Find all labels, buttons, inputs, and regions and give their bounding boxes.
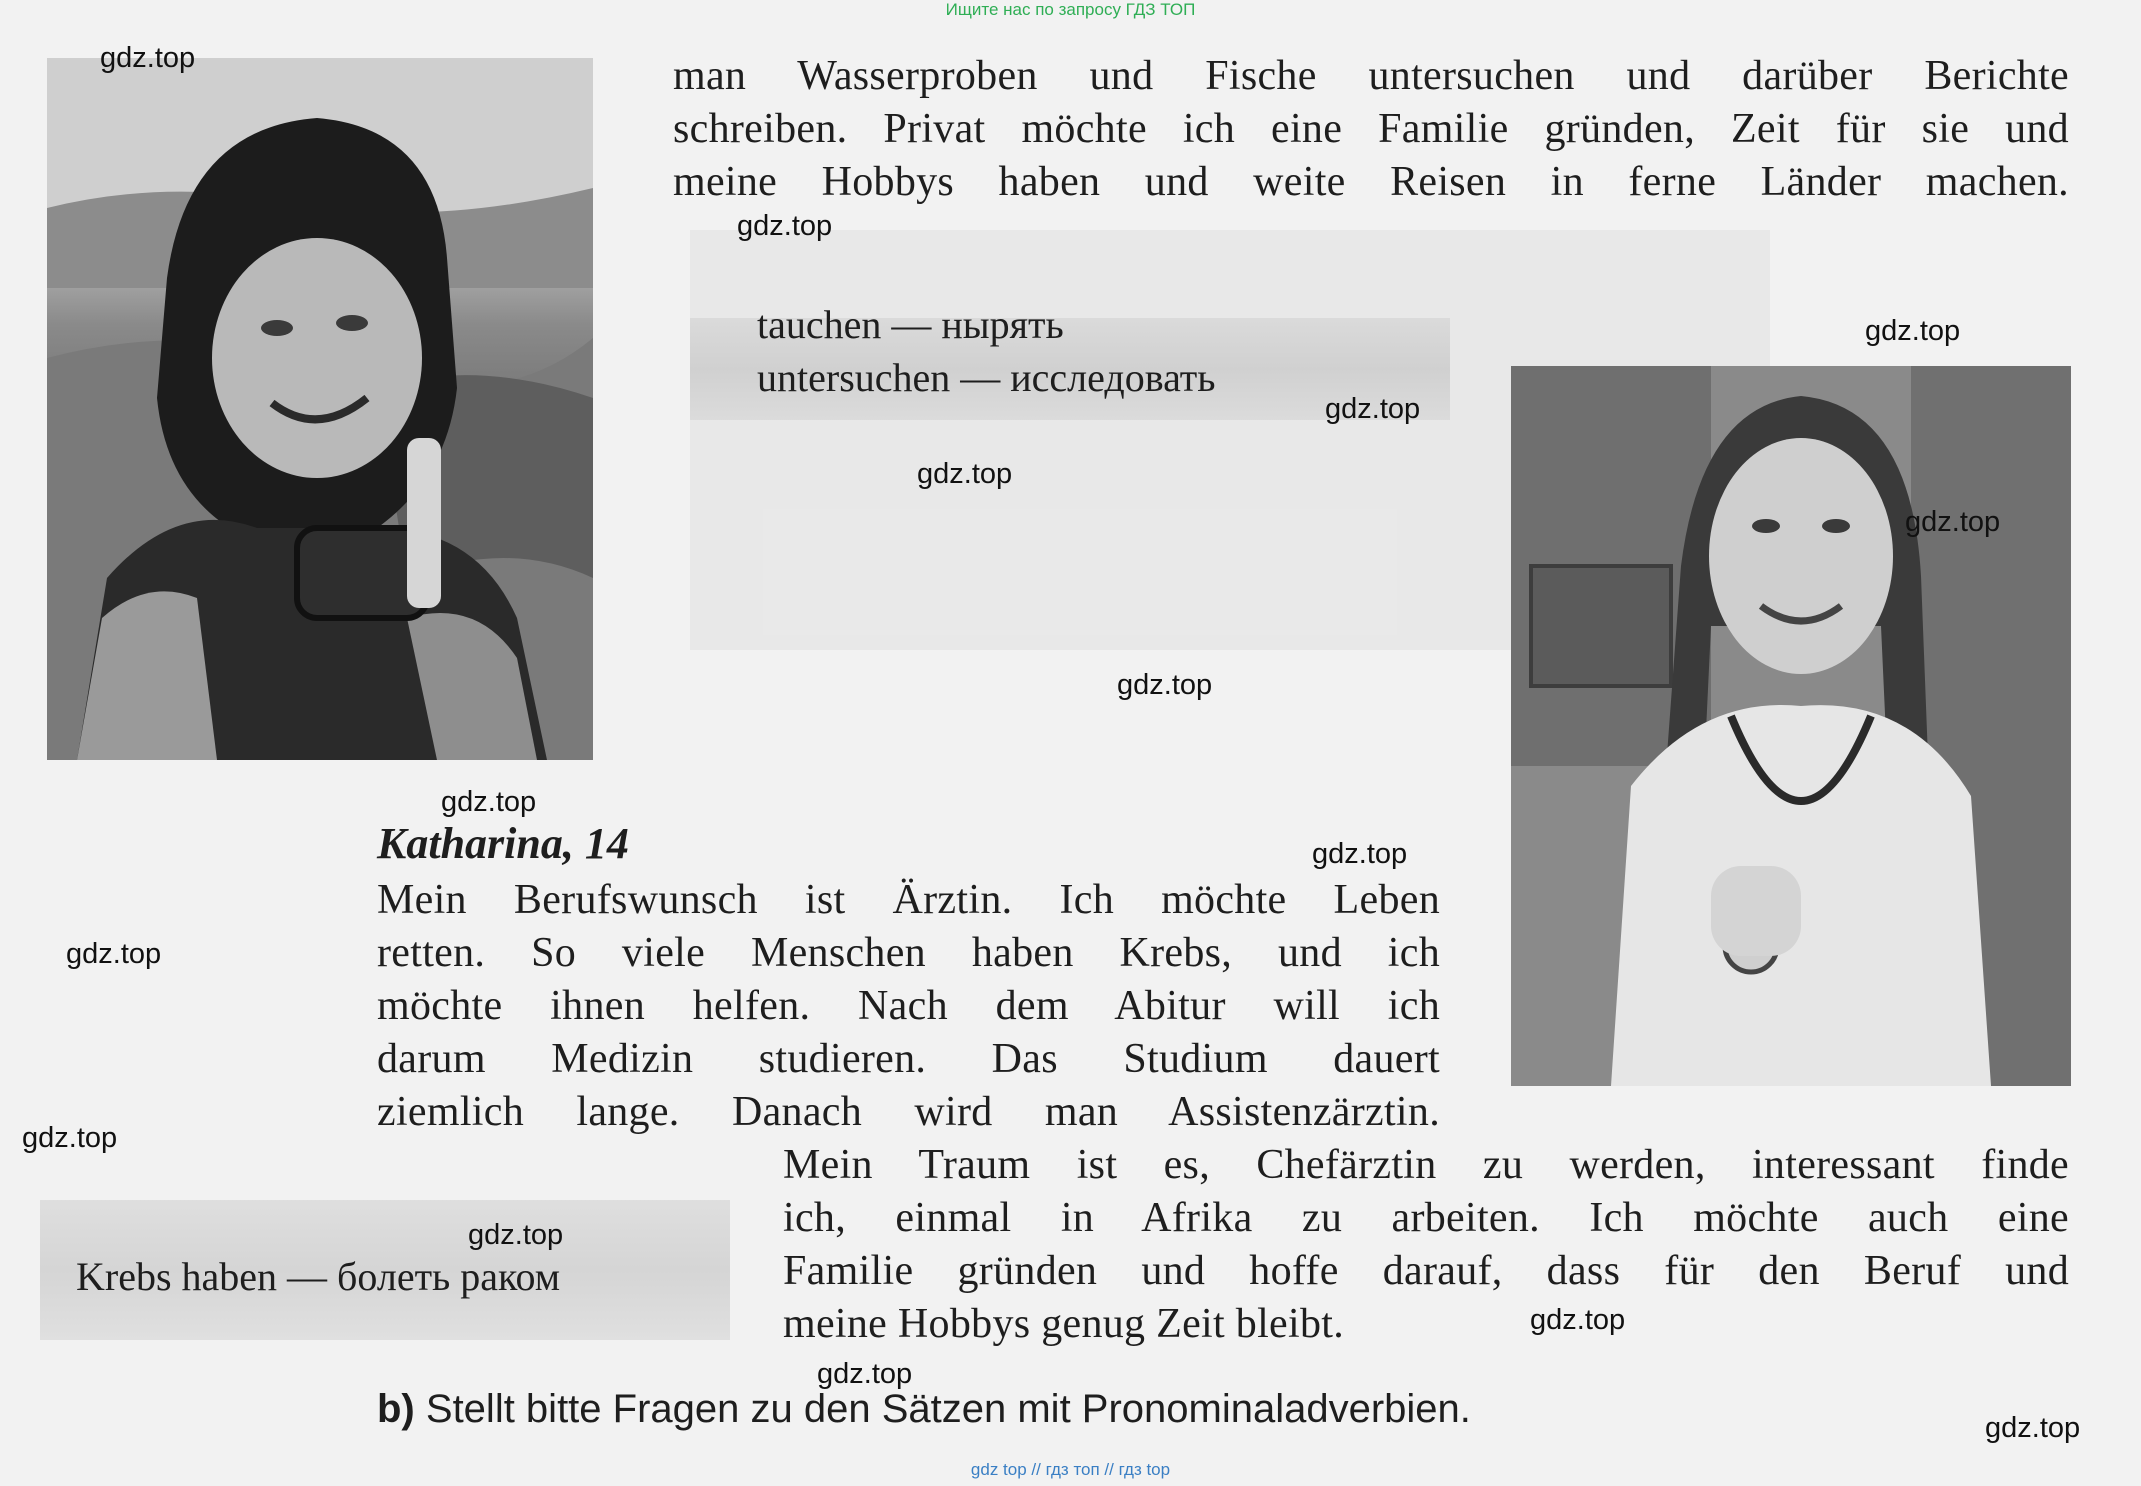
diver-photo [47,58,593,760]
text-line: Familie gründen und hoffe darauf, dass für den Beruf und [783,1248,2069,1294]
watermark: gdz.top [66,938,162,970]
watermark: gdz.top [441,786,537,818]
watermark: gdz.top [100,42,196,74]
text-line: man Wasserproben und Fische untersuchen und darüber Berichte [673,53,2069,99]
text-line: Mein Traum ist es, Chefärztin zu werden, interessant finde [783,1142,2069,1188]
text-line: schreiben. Privat möchte ich eine Familie gründen, Zeit für sie und [673,106,2069,152]
vocab-box-top [757,298,1216,404]
text-line: meine Hobbys haben und weite Reisen in ferne Länder machen. [673,159,2069,205]
text-line: darum Medizin studieren. Das Studium dauert [377,1036,1440,1082]
watermark: gdz.top [1530,1304,1626,1336]
watermark: gdz.top [737,210,833,242]
katharina-text-left [377,874,1440,1139]
section-heading: Katharina, 14 [377,819,629,868]
task-b [377,1387,1471,1432]
watermark: gdz.top [1985,1412,2081,1444]
bleed-through-background [640,620,651,665]
watermark: gdz.top [1325,393,1421,425]
watermark: gdz.top [1905,506,2001,538]
text-line: meine Hobbys genug Zeit bleibt. [783,1301,1345,1347]
katharina-text-right [783,1139,2069,1351]
task-text: Stellt bitte Fragen zu den Sätzen mit Pronominaladverbien. [425,1387,1471,1431]
paragraph-top [673,50,2069,209]
vocab-entry: tauchen — нырять [757,302,1064,347]
footer-links[interactable]: gdz top // гдз топ // гдз top [970,1460,1171,1479]
text-line: retten. So viele Menschen haben Krebs, und ich [377,930,1440,976]
text-line: Mein Berufswunsch ist Ärztin. Ich möchte Leben [377,877,1440,923]
watermark: gdz.top [1312,838,1408,870]
vocab-entry: untersuchen — исследовать [757,355,1216,400]
text-line: möchte ihnen helfen. Nach dem Abitur will ich [377,983,1440,1029]
top-note[interactable]: Ищите нас по запросу ГДЗ ТОП [945,0,1196,19]
text-line: ziemlich lange. Danach wird man Assistenzärztin. [377,1089,1440,1135]
task-label: b) [377,1387,415,1431]
watermark: gdz.top [468,1219,564,1251]
diver-image [47,58,593,760]
watermark: gdz.top [1865,315,1961,347]
vocab-box-bottom: Krebs haben — болеть раком [76,1254,561,1299]
watermark: gdz.top [917,458,1013,490]
watermark: gdz.top [1117,669,1213,701]
watermark: gdz.top [817,1358,913,1390]
watermark: gdz.top [22,1122,118,1154]
text-line: ich, einmal in Afrika zu arbeiten. Ich möchte auch eine [783,1195,2069,1241]
katharina-image [1511,366,2071,1086]
katharina-photo [1511,366,2071,1086]
